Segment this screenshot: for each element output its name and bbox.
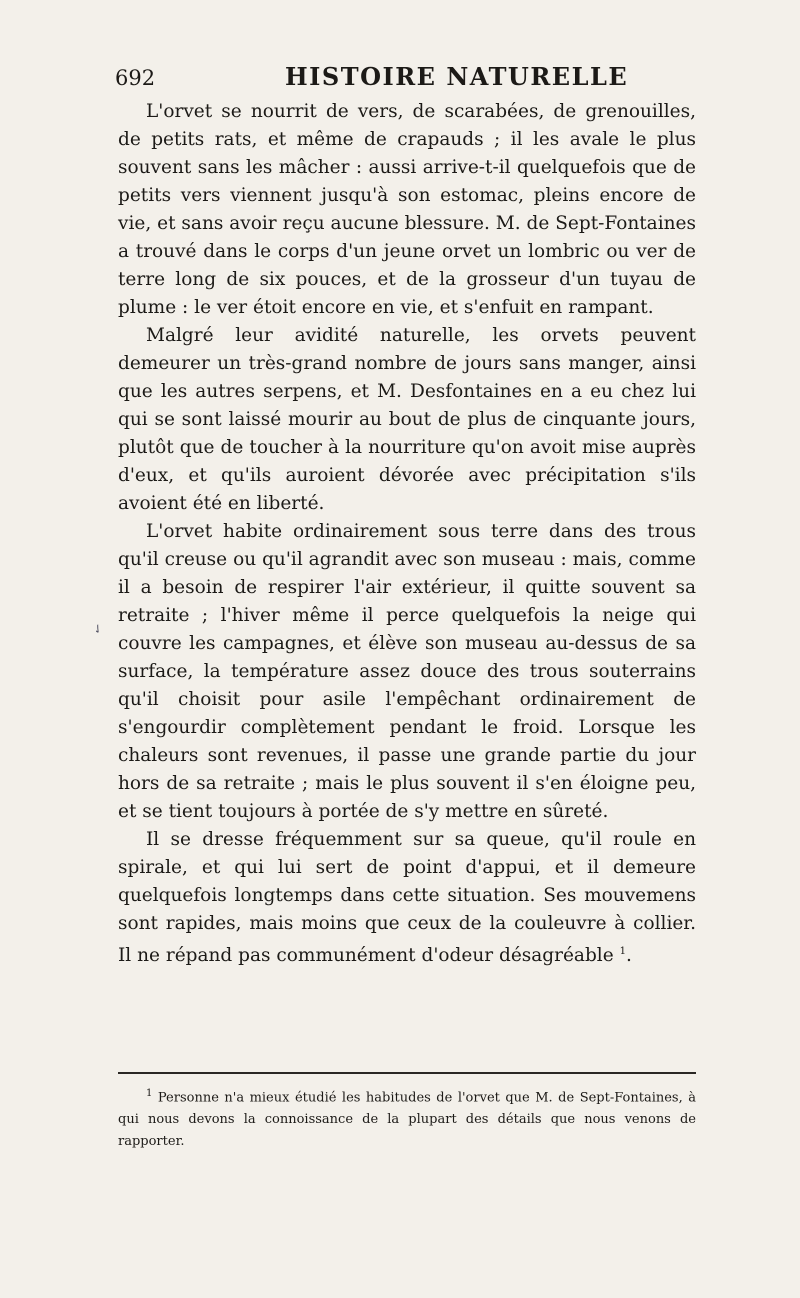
page-header xyxy=(115,62,685,94)
paragraph-4-text: Il se dresse fréquemment sur sa queue, qu'il roule en spirale, et qui lui sert de point d'appui, et il demeure quelquefois longtemps dans cette situation. Ses mouvemens sont rapides, mais moins que ceux de la couleuvre à collier. Il ne répand pas communément d'odeur désagréable xyxy=(118,829,696,967)
paragraph-3: L'orvet habite ordinairement sous terre dans des trous qu'il creuse ou qu'il agrandit avec son museau : mais, comme il a besoin de respirer l'air extérieur, il quitte souvent sa retraite ; l'hiver même il perce quelquefois la neige qui couvre les campagnes, et élève son museau au-dessus de sa surface, la température assez douce des trous souterrains qu'il choisit pour asile l'empêchant ordinairement de s'engourdir complètement pendant le froid. Lorsque les chaleurs sont revenues, il passe une grande partie du jour hors de sa retraite ; mais le plus souvent il s'en éloigne peu, et se tient toujours à portée de s'y mettre en sûreté. xyxy=(118,521,696,822)
paragraph-2: Malgré leur avidité naturelle, les orvets peuvent demeurer un très-grand nombre de jours sans manger, ainsi que les autres serpens, et M. Desfontaines en a eu chez lui qui se sont laissé mourir au bout de plus de cinquante jours, plutôt que de toucher à la nourriture qu'on avoit mise auprès d'eux, et qu'ils auroient dévorée avec précipitation s'ils avoient été en liberté. xyxy=(118,325,696,514)
paragraph-4: Il se dresse fréquemment sur sa queue, qu'il roule en spirale, et qui lui sert de point d'appui, et il demeure quelquefois longtemps dans cette situation. Ses mouvemens sont rapides, mais moins que ceux de la couleuvre à collier. Il ne répand pas communément d'odeur désagréable $^1$. xyxy=(118,829,696,967)
footnote-reference[interactable]: 1 xyxy=(619,946,626,957)
page-number: 692 xyxy=(115,66,156,90)
margin-check-mark: ✓ xyxy=(89,620,107,638)
footnote-number: 1 xyxy=(146,1088,153,1099)
footnote-divider xyxy=(118,1072,696,1074)
main-text xyxy=(118,98,696,970)
footnote xyxy=(118,1083,696,1153)
footnote-text: Personne n'a mieux étudié les habitudes de l'orvet que M. de Sept-Fontaines, à qui nous devons la connoissance de la plupart des détails que nous venons de rapporter. xyxy=(118,1090,696,1150)
paragraph-1: L'orvet se nourrit de vers, de scarabées, de grenouilles, de petits rats, et même de crapauds ; il les avale le plus souvent sans les mâcher : aussi arrive-t-il quelquefois que de petits vers viennent jusqu'à son estomac, pleins encore de vie, et sans avoir reçu aucune blessure. M. de Sept-Fontaines a trouvé dans le corps d'un jeune orvet un lombric ou ver de terre long de six pouces, et de la grosseur d'un tuyau de plume : le ver étoit encore en vie, et s'enfuit en rampant. xyxy=(118,101,696,318)
running-title: HISTOIRE NATURELLE xyxy=(285,62,629,91)
